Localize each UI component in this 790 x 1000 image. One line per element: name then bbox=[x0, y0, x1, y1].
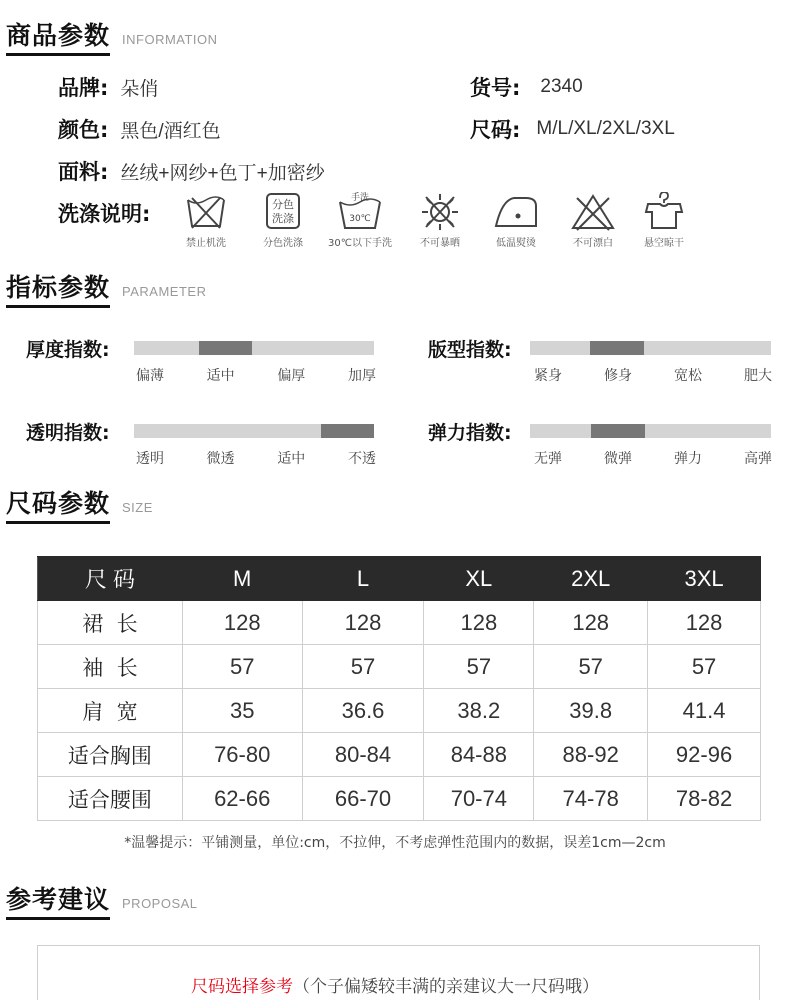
scale-ticks bbox=[136, 448, 376, 468]
color-label: 颜色: bbox=[58, 118, 109, 142]
section-title: 商品参数 bbox=[6, 21, 111, 50]
scale-bar bbox=[134, 424, 374, 438]
section-underline bbox=[6, 305, 110, 308]
table-header-cell: 3XL bbox=[648, 557, 761, 601]
care-item bbox=[553, 192, 633, 249]
brand-value: 朵俏 bbox=[120, 78, 159, 100]
hand-wash-30-icon bbox=[334, 192, 386, 232]
elasticity-scale bbox=[428, 418, 773, 468]
scale-tick: 修身 bbox=[604, 368, 632, 384]
scale-tick: 微弹 bbox=[604, 451, 632, 467]
size-row bbox=[470, 114, 675, 144]
table-header-cell: 2XL bbox=[534, 557, 648, 601]
scale-tick: 适中 bbox=[206, 368, 235, 384]
table-cell: 70-74 bbox=[424, 777, 534, 821]
table-cell: 66-70 bbox=[302, 777, 424, 821]
section-header-proposal bbox=[6, 880, 198, 916]
no-machine-wash-icon bbox=[182, 192, 230, 232]
sku-label: 货号: bbox=[470, 76, 521, 100]
brand-label: 品牌: bbox=[58, 76, 109, 100]
hang-dry-icon bbox=[640, 192, 688, 232]
table-cell: 38.2 bbox=[424, 689, 534, 733]
table-cell: 57 bbox=[182, 645, 302, 689]
scale-label: 厚度指数: bbox=[26, 339, 110, 361]
size-label: 尺码: bbox=[470, 118, 521, 142]
table-cell: 74-78 bbox=[534, 777, 648, 821]
table-header-cell: 尺 码 bbox=[38, 557, 183, 601]
color-row bbox=[58, 114, 221, 144]
scale-ticks bbox=[136, 365, 376, 385]
section-title: 尺码参数 bbox=[6, 489, 111, 518]
table-cell: 128 bbox=[182, 601, 302, 645]
section-subtitle: SIZE bbox=[122, 500, 153, 515]
scale-marker bbox=[321, 424, 374, 438]
table-cell: 76-80 bbox=[182, 733, 302, 777]
color-value: 黑色/酒红色 bbox=[120, 120, 221, 142]
row-label: 裙 长 bbox=[38, 601, 183, 645]
scale-tick: 透明 bbox=[136, 451, 164, 467]
thickness-scale bbox=[26, 335, 378, 385]
section-underline bbox=[6, 917, 110, 920]
scale-marker bbox=[199, 341, 252, 355]
care-item bbox=[400, 192, 480, 249]
fit-scale bbox=[428, 335, 773, 385]
table-header-cell: M bbox=[182, 557, 302, 601]
proposal-text bbox=[0, 972, 790, 997]
scale-tick: 加厚 bbox=[347, 368, 376, 384]
fabric-row bbox=[58, 156, 325, 186]
scale-tick: 微透 bbox=[206, 451, 235, 467]
care-icon-text: 分色 bbox=[272, 198, 294, 211]
proposal-highlight: 尺码选择参考 bbox=[191, 977, 293, 997]
proposal-body: （个子偏矮较丰满的亲建议大一尺码哦） bbox=[293, 977, 599, 997]
fabric-value: 丝绒+网纱+色丁+加密纱 bbox=[120, 162, 325, 184]
scale-bar bbox=[530, 341, 771, 355]
table-cell: 57 bbox=[424, 645, 534, 689]
table-cell: 128 bbox=[302, 601, 424, 645]
section-header-info bbox=[6, 16, 218, 52]
table-header-cell: L bbox=[302, 557, 424, 601]
scale-tick: 弹力 bbox=[674, 451, 702, 467]
care-item bbox=[476, 192, 556, 249]
scale-tick: 适中 bbox=[277, 451, 306, 467]
care-caption: 低温熨烫 bbox=[496, 238, 536, 249]
care-caption: 不可漂白 bbox=[573, 238, 613, 249]
scale-tick: 无弹 bbox=[534, 451, 562, 467]
care-caption: 不可暴晒 bbox=[420, 238, 460, 249]
table-row bbox=[38, 689, 761, 733]
scale-tick: 肥大 bbox=[744, 368, 772, 384]
scale-tick: 高弹 bbox=[744, 451, 772, 467]
table-cell: 39.8 bbox=[534, 689, 648, 733]
table-header-row bbox=[38, 557, 761, 601]
section-title: 参考建议 bbox=[6, 885, 111, 914]
scale-tick: 不透 bbox=[347, 451, 376, 467]
table-cell: 80-84 bbox=[302, 733, 424, 777]
section-title: 指标参数 bbox=[6, 273, 111, 302]
size-value: M/L/XL/2XL/3XL bbox=[536, 118, 675, 139]
table-cell: 36.6 bbox=[302, 689, 424, 733]
scale-marker bbox=[591, 424, 645, 438]
section-underline bbox=[6, 53, 110, 56]
table-cell: 78-82 bbox=[648, 777, 761, 821]
care-item bbox=[320, 192, 400, 249]
section-subtitle: PARAMETER bbox=[122, 284, 207, 299]
table-cell: 35 bbox=[182, 689, 302, 733]
table-row bbox=[38, 777, 761, 821]
care-caption: 悬空晾干 bbox=[644, 238, 684, 249]
care-caption: 分色洗涤 bbox=[263, 238, 303, 249]
section-subtitle: INFORMATION bbox=[122, 32, 218, 47]
row-label: 袖 长 bbox=[38, 645, 183, 689]
table-cell: 62-66 bbox=[182, 777, 302, 821]
scale-ticks bbox=[534, 448, 772, 468]
section-header-size bbox=[6, 484, 153, 520]
table-cell: 57 bbox=[648, 645, 761, 689]
low-temp-iron-icon bbox=[492, 192, 540, 232]
transparency-scale bbox=[26, 418, 378, 468]
scale-marker bbox=[590, 341, 644, 355]
table-cell: 128 bbox=[534, 601, 648, 645]
table-cell: 128 bbox=[424, 601, 534, 645]
scale-bar bbox=[134, 341, 374, 355]
table-cell: 57 bbox=[534, 645, 648, 689]
table-header-cell: XL bbox=[424, 557, 534, 601]
table-cell: 88-92 bbox=[534, 733, 648, 777]
scale-label: 透明指数: bbox=[26, 422, 110, 444]
scale-tick: 偏薄 bbox=[136, 368, 164, 384]
scale-label: 版型指数: bbox=[428, 339, 512, 361]
scale-bar bbox=[530, 424, 771, 438]
scale-label: 弹力指数: bbox=[428, 422, 512, 444]
fabric-label: 面料: bbox=[58, 160, 109, 184]
care-caption: 30℃以下手洗 bbox=[328, 238, 392, 249]
care-item bbox=[166, 192, 246, 249]
table-cell: 41.4 bbox=[648, 689, 761, 733]
table-row bbox=[38, 645, 761, 689]
row-label: 适合腰围 bbox=[38, 777, 183, 821]
table-row bbox=[38, 733, 761, 777]
row-label: 肩 宽 bbox=[38, 689, 183, 733]
table-row bbox=[38, 601, 761, 645]
table-cell: 84-88 bbox=[424, 733, 534, 777]
table-cell: 57 bbox=[302, 645, 424, 689]
scale-tick: 宽松 bbox=[674, 368, 702, 384]
no-bleach-icon bbox=[569, 192, 617, 232]
scale-tick: 偏厚 bbox=[277, 368, 306, 384]
care-label: 洗涤说明: bbox=[58, 202, 151, 226]
row-label: 适合胸围 bbox=[38, 733, 183, 777]
care-icon-text: 手洗 bbox=[350, 193, 370, 203]
section-header-parameter bbox=[6, 268, 206, 304]
section-subtitle: PROPOSAL bbox=[122, 896, 198, 911]
scale-ticks bbox=[534, 365, 772, 385]
size-table bbox=[37, 556, 761, 821]
care-icon-text: 洗涤 bbox=[272, 212, 294, 225]
size-note: *温馨提示：平铺测量，单位:cm，不拉伸，不考虑弹性范围内的数据，误差1cm—2cm bbox=[124, 835, 666, 851]
no-sun-exposure-icon bbox=[416, 192, 464, 232]
care-item bbox=[624, 192, 704, 249]
scale-tick: 紧身 bbox=[534, 368, 562, 384]
sku-value: 2340 bbox=[540, 76, 583, 97]
section-underline bbox=[6, 521, 110, 524]
table-cell: 128 bbox=[648, 601, 761, 645]
care-caption: 禁止机洗 bbox=[186, 238, 226, 249]
care-item bbox=[243, 192, 323, 249]
brand-row bbox=[58, 72, 158, 102]
sku-row bbox=[470, 72, 583, 102]
separate-wash-icon bbox=[259, 192, 307, 232]
table-cell: 92-96 bbox=[648, 733, 761, 777]
care-icon-text: 30℃ bbox=[349, 214, 371, 224]
